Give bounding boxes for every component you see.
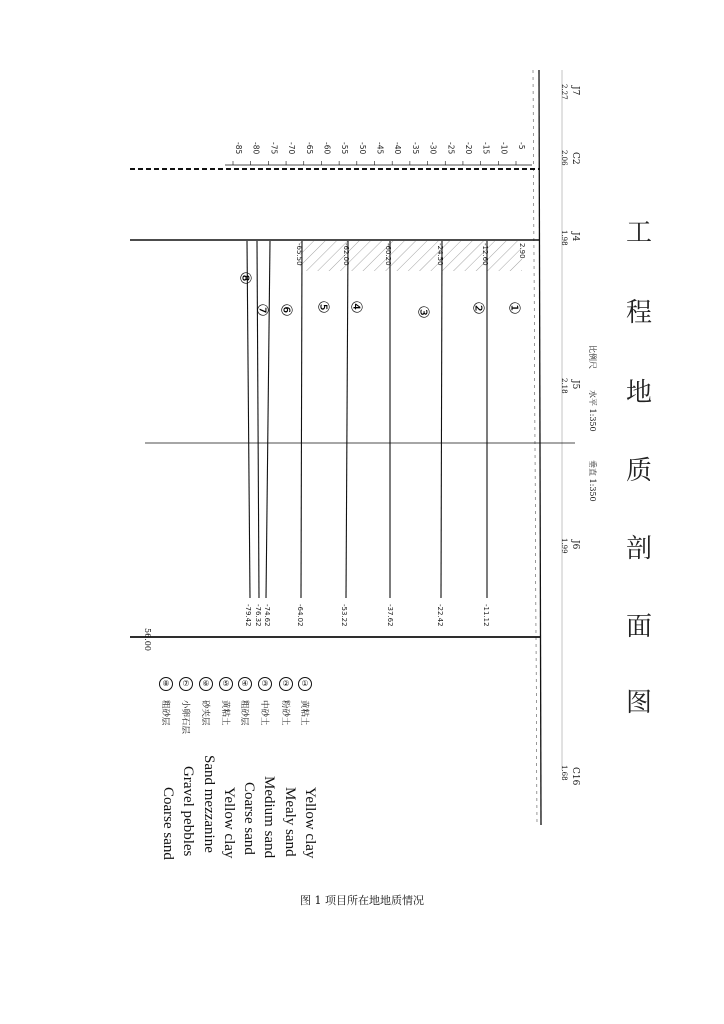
scale-tick-label: -55 xyxy=(340,142,350,155)
layer-number: ⑦ xyxy=(253,303,272,317)
depth-top-label: -65.50 xyxy=(295,243,303,266)
title-char: 剖 xyxy=(626,534,653,564)
legend-en: Yellow clay xyxy=(302,787,318,859)
legend-number: ⑤ xyxy=(219,677,233,691)
legend-cn: 黄粘土 xyxy=(220,700,230,726)
legend-cn: 中砂土 xyxy=(259,700,269,726)
scale-tick-label: -30 xyxy=(428,142,438,155)
legend-en: Coarse sand xyxy=(241,782,257,855)
legend-number: ② xyxy=(279,677,293,691)
legend-number: ⑧ xyxy=(159,677,173,691)
legend-number: ⑥ xyxy=(199,677,213,691)
scale-tick-label: -15 xyxy=(481,142,491,155)
legend-en: Mealy sand xyxy=(282,787,298,857)
legend-number: ① xyxy=(298,677,312,691)
section-name: J5 xyxy=(570,380,580,390)
scale-tick-label: -10 xyxy=(499,142,509,155)
title-char: 图 xyxy=(626,688,653,718)
depth-top-label: -60.20 xyxy=(384,243,392,266)
depth-bottom-label: -79.42 xyxy=(244,604,252,627)
depth-bottom-label: -11.12 xyxy=(482,604,490,627)
legend-cn: 粉砂土 xyxy=(280,700,290,726)
scale-tick-label: -85 xyxy=(234,142,243,155)
left-depth-label: 56.00 xyxy=(143,628,152,651)
section-name: J4 xyxy=(570,232,580,242)
scale-tick-label: -35 xyxy=(410,142,420,155)
section-elev: 2.06 xyxy=(560,150,568,166)
scale-tick-label: -75 xyxy=(269,142,279,155)
legend-cn: 粗砂层 xyxy=(160,700,170,726)
scale-note-label: 比例尺 xyxy=(588,345,597,369)
legend-cn: 黄粘土 xyxy=(299,700,309,726)
depth-bottom-label: -53.22 xyxy=(340,604,348,627)
title-char: 工 xyxy=(626,218,653,248)
section-elev: 2.27 xyxy=(560,84,568,100)
section-name: C2 xyxy=(570,152,580,165)
section-name: J6 xyxy=(570,540,580,550)
layer-number: ⑤ xyxy=(314,300,333,314)
scale-tick-label: -20 xyxy=(463,142,473,155)
scale-note-horizontal: 水平 1:350 xyxy=(588,390,597,432)
section-elev: 1.68 xyxy=(560,765,568,781)
section-elev: 2.18 xyxy=(560,378,568,394)
depth-bottom-label: -37.62 xyxy=(386,604,394,627)
title-char: 质 xyxy=(626,456,653,486)
ground-line xyxy=(539,70,541,825)
legend-en: Sand mezzanine xyxy=(201,755,217,853)
depth-bottom-labels xyxy=(244,604,490,627)
figure-caption: 图 1 项目所在地地质情况 xyxy=(300,894,424,907)
legend-en: Yellow clay xyxy=(221,787,237,859)
depth-top-label: -62.00 xyxy=(342,243,350,266)
layer-number: ③ xyxy=(414,305,433,319)
legend-cn: 粗砂层 xyxy=(239,700,249,726)
depth-bottom-label: -64.02 xyxy=(296,604,304,627)
title-char: 面 xyxy=(626,612,653,642)
layer-number-circles xyxy=(237,271,524,318)
legend-number: ③ xyxy=(258,677,272,691)
ground-line-dashed xyxy=(533,70,537,825)
scale-tick-label: -5 xyxy=(517,142,526,150)
legend-en: Medium sand xyxy=(261,776,277,859)
layer-number: ① xyxy=(505,301,524,315)
scale-tick-label: -70 xyxy=(287,142,297,155)
legend-number: ⑦ xyxy=(179,677,193,691)
legend-en: Coarse sand xyxy=(160,787,176,860)
depth-top-label: 2.90 xyxy=(518,243,526,259)
legend-number: ④ xyxy=(238,677,252,691)
depth-bottom-label: -74.62 xyxy=(263,604,271,627)
section-name: J7 xyxy=(570,86,580,96)
layer-number: ② xyxy=(469,301,488,315)
scale-tick-label: -25 xyxy=(446,142,456,155)
legend-cn: 砂夹层 xyxy=(200,700,210,726)
scale-tick-label: -40 xyxy=(393,142,403,155)
section-elev: 1.98 xyxy=(560,230,568,246)
scale-note-vertical: 垂直 1:350 xyxy=(588,460,597,502)
depth-top-label: -12.60 xyxy=(481,243,489,266)
layer-boundaries xyxy=(247,241,487,598)
depth-bottom-label: -76.32 xyxy=(254,604,262,627)
layer-number: ⑥ xyxy=(277,303,296,317)
title-char: 程 xyxy=(626,298,653,328)
section-name: C16 xyxy=(570,767,580,786)
legend-cn: 小卵石层 xyxy=(180,700,190,735)
legend-en: Gravel pebbles xyxy=(180,766,196,857)
scale-tick-label: -65 xyxy=(304,142,314,155)
scale-tick-label: -60 xyxy=(322,142,332,155)
layer-number: ④ xyxy=(347,300,366,314)
depth-top-label: -24.50 xyxy=(436,243,444,266)
scale-tick-label: -80 xyxy=(251,142,261,155)
scale-ticks xyxy=(233,142,526,165)
depth-bottom-label: -22.42 xyxy=(436,604,444,627)
section-elev: 1.99 xyxy=(560,538,568,554)
title-char: 地 xyxy=(626,378,653,408)
layer-number: ⑧ xyxy=(236,271,255,285)
scale-tick-label: -45 xyxy=(375,142,385,155)
scale-tick-label: -50 xyxy=(357,142,367,155)
